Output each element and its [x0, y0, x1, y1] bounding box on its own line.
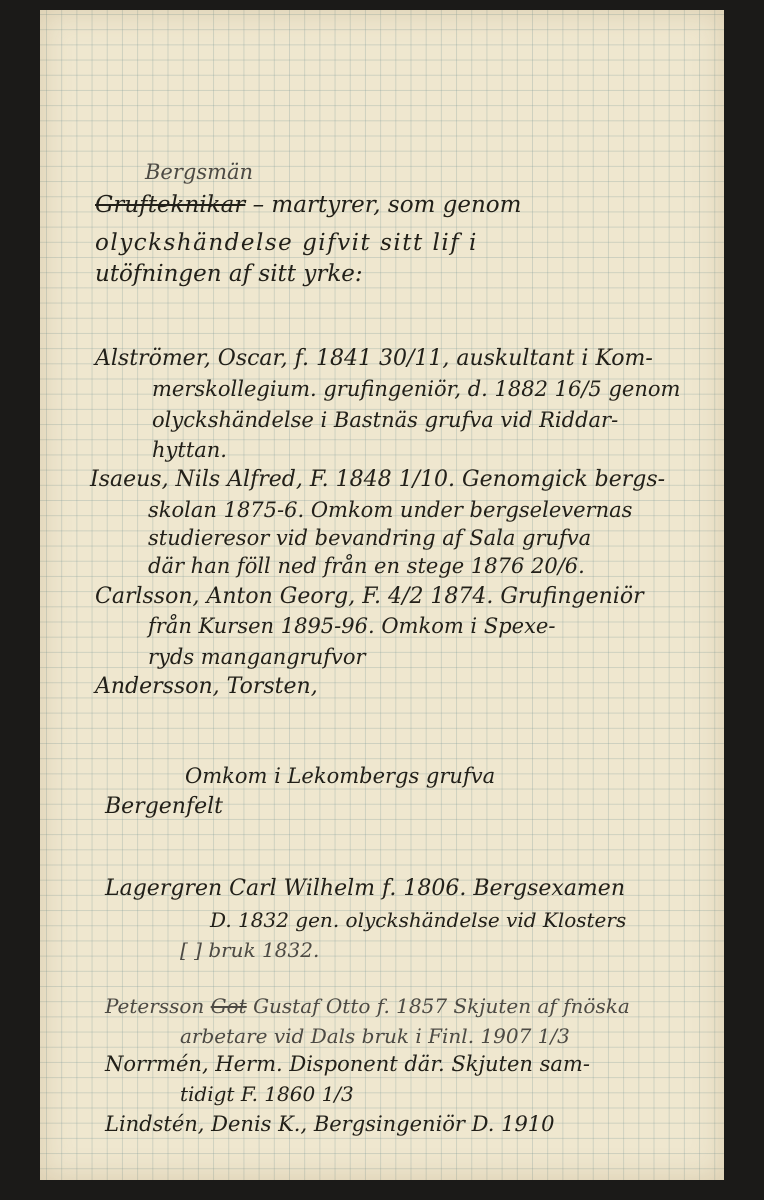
intro-line: utöfningen af sitt yrke:: [95, 261, 363, 287]
note-line: Omkom i Lekombergs grufva: [185, 764, 496, 788]
entry-line: där han föll ned från en stege 1876 20/6.: [148, 554, 585, 578]
entry-line: Norrmén, Herm. Disponent där. Skjuten sam-: [105, 1052, 590, 1076]
entry-line: skolan 1875-6. Omkom under bergselevernas: [148, 498, 633, 522]
entry-line: Lindstén, Denis K., Bergsingeniör D. 1910: [105, 1112, 555, 1136]
entry-line: olyckshändelse i Bastnäs grufva vid Riddar-: [152, 408, 619, 432]
struck-word: Grufteknikar: [95, 192, 246, 218]
heading-line: [95, 194, 521, 217]
entry-line: studieresor vid bevandring af Sala grufva: [148, 526, 592, 550]
entry-line: merskollegium. grufingeniör, d. 1882 16/5 genom: [152, 377, 681, 401]
handwritten-page: [40, 10, 724, 1180]
entry-line: arbetare vid Dals bruk i Finl. 1907 1/3: [180, 1024, 570, 1048]
entry-line: tidigt F. 1860 1/3: [180, 1082, 354, 1106]
heading-rest: – martyrer, som genom: [252, 192, 522, 218]
entry-line: Carlsson, Anton Georg, F. 4/2 1874. Grufingeniör: [95, 584, 644, 609]
entry-line: [ ] bruk 1832.: [180, 938, 320, 962]
heading-insert: Bergsmän: [145, 160, 254, 184]
entry-name: Bergenfelt: [105, 794, 224, 819]
entry-line: [105, 996, 630, 1016]
entry-line: Andersson, Torsten,: [95, 674, 318, 699]
entry-line: Isaeus, Nils Alfred, F. 1848 1/10. Genomgick bergs-: [90, 467, 666, 492]
entry-line: från Kursen 1895-96. Omkom i Spexe-: [148, 614, 556, 638]
entry-line: D. 1832 gen. olyckshändelse vid Klosters: [210, 908, 627, 932]
struck-word: Got: [210, 994, 247, 1018]
entry-line: Alströmer, Oscar, f. 1841 30/11, auskultant i Kom-: [95, 346, 653, 371]
entry-line: ryds mangangrufvor: [148, 645, 366, 669]
intro-line: olyckshändelse gifvit sitt lif i: [95, 230, 478, 256]
entry-line: hyttan.: [152, 438, 227, 462]
entry-line: Lagergren Carl Wilhelm f. 1806. Bergsexamen: [105, 876, 625, 901]
entry-text: Gustaf Otto f. 1857 Skjuten af fnöska: [253, 994, 630, 1018]
entry-name: Petersson: [105, 994, 205, 1018]
